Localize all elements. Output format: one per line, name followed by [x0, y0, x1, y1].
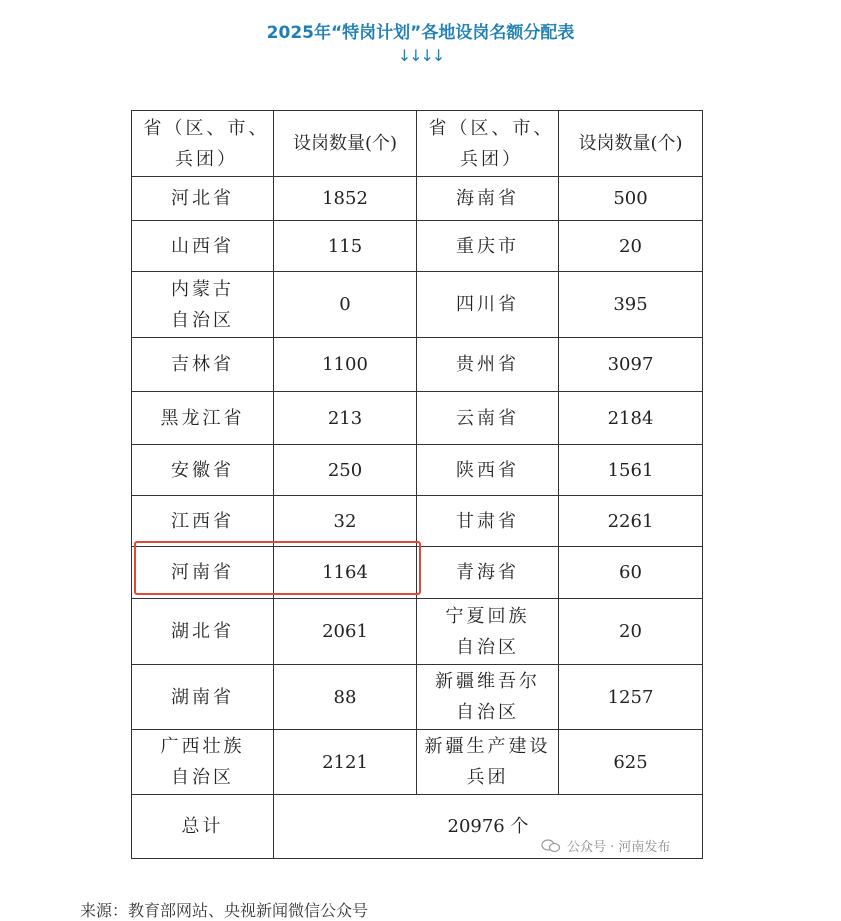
province-name: 四川省 [456, 294, 519, 315]
province-name: 自治区 [171, 767, 234, 788]
table-row [132, 392, 703, 445]
table-header-row [132, 111, 703, 177]
quota-cell: 395 [559, 272, 703, 338]
quota-cell: 115 [274, 221, 417, 272]
header-quota-2: 设岗数量(个) [559, 111, 703, 177]
quota-cell: 213 [274, 392, 417, 445]
province-name: 新疆维吾尔 [435, 671, 540, 692]
quota-cell: 1852 [274, 177, 417, 221]
quota-table-body [132, 111, 703, 859]
header-province-2: 省（区、市、 兵团） [417, 111, 559, 177]
province-cell [417, 547, 559, 599]
province-cell [132, 177, 274, 221]
source-note: 来源：教育部网站、央视新闻微信公众号 [80, 901, 369, 920]
quota-table [131, 110, 703, 859]
province-cell [417, 338, 559, 392]
quota-cell: 2061 [274, 599, 417, 665]
province-cell [417, 665, 559, 730]
quota-cell: 1561 [559, 445, 703, 496]
province-cell [417, 177, 559, 221]
province-cell [417, 496, 559, 547]
quota-cell: 88 [274, 665, 417, 730]
province-cell [132, 392, 274, 445]
province-name: 陕西省 [456, 459, 519, 481]
province-name: 甘肃省 [456, 510, 519, 532]
down-arrows-icon: ↓↓↓↓ [397, 46, 444, 65]
province-name: 海南省 [456, 188, 519, 209]
table-row [132, 496, 703, 547]
quota-cell: 20 [559, 599, 703, 665]
province-name: 安徽省 [171, 459, 234, 481]
quota-cell: 250 [274, 445, 417, 496]
table-row [132, 272, 703, 338]
province-name: 云南省 [456, 407, 519, 429]
province-cell [132, 547, 274, 599]
province-name: 河南省 [171, 562, 234, 583]
province-name: 自治区 [456, 702, 519, 723]
header-quota-1: 设岗数量(个) [274, 111, 417, 177]
province-cell [132, 272, 274, 338]
province-name: 宁夏回族 [445, 605, 530, 627]
province-name: 内蒙古 [171, 278, 234, 300]
watermark [541, 836, 670, 855]
province-name: 吉林省 [171, 354, 234, 375]
province-cell [132, 599, 274, 665]
quota-cell: 2121 [274, 730, 417, 795]
page-title: 2025年“特岗计划”各地设岗名额分配表 [266, 23, 575, 43]
province-cell [417, 730, 559, 795]
total-label: 总计 [132, 795, 274, 859]
quota-cell: 32 [274, 496, 417, 547]
quota-cell: 2184 [559, 392, 703, 445]
province-cell [132, 338, 274, 392]
province-cell [132, 665, 274, 730]
province-name: 江西省 [171, 510, 234, 532]
province-name: 广西壮族 [160, 736, 245, 757]
table-row [132, 665, 703, 730]
table-row [132, 730, 703, 795]
province-cell [417, 445, 559, 496]
quota-cell: 60 [559, 547, 703, 599]
table-row [132, 547, 703, 599]
quota-cell: 625 [559, 730, 703, 795]
wechat-icon [541, 839, 561, 853]
quota-cell: 1257 [559, 665, 703, 730]
quota-cell: 0 [274, 272, 417, 338]
table-row [132, 338, 703, 392]
province-name: 黑龙江省 [160, 407, 245, 429]
province-cell [417, 221, 559, 272]
province-cell [417, 272, 559, 338]
province-name: 河北省 [171, 188, 234, 209]
province-name: 自治区 [171, 309, 234, 331]
province-name: 重庆市 [456, 235, 519, 257]
province-cell [417, 599, 559, 665]
watermark-text: 公众号 · 河南发布 [567, 840, 671, 855]
quota-cell: 3097 [559, 338, 703, 392]
province-cell [132, 445, 274, 496]
quota-cell: 2261 [559, 496, 703, 547]
table-row [132, 221, 703, 272]
province-name: 兵团 [466, 767, 509, 788]
table-row [132, 177, 703, 221]
province-name: 湖北省 [171, 621, 234, 642]
total-value: 20976 个 [274, 795, 703, 859]
province-cell [132, 730, 274, 795]
province-name: 青海省 [456, 562, 519, 583]
province-name: 自治区 [456, 636, 519, 658]
table-row [132, 445, 703, 496]
quota-cell: 500 [559, 177, 703, 221]
province-name: 贵州省 [456, 354, 519, 375]
province-cell [417, 392, 559, 445]
quota-cell: 1164 [274, 547, 417, 599]
province-cell [132, 221, 274, 272]
table-row [132, 599, 703, 665]
province-name: 湖南省 [171, 686, 234, 708]
province-cell [132, 496, 274, 547]
quota-cell: 20 [559, 221, 703, 272]
province-name: 新疆生产建设 [424, 736, 551, 757]
header-province-1: 省（区、市、 兵团） [132, 111, 274, 177]
province-name: 山西省 [171, 235, 234, 257]
quota-cell: 1100 [274, 338, 417, 392]
